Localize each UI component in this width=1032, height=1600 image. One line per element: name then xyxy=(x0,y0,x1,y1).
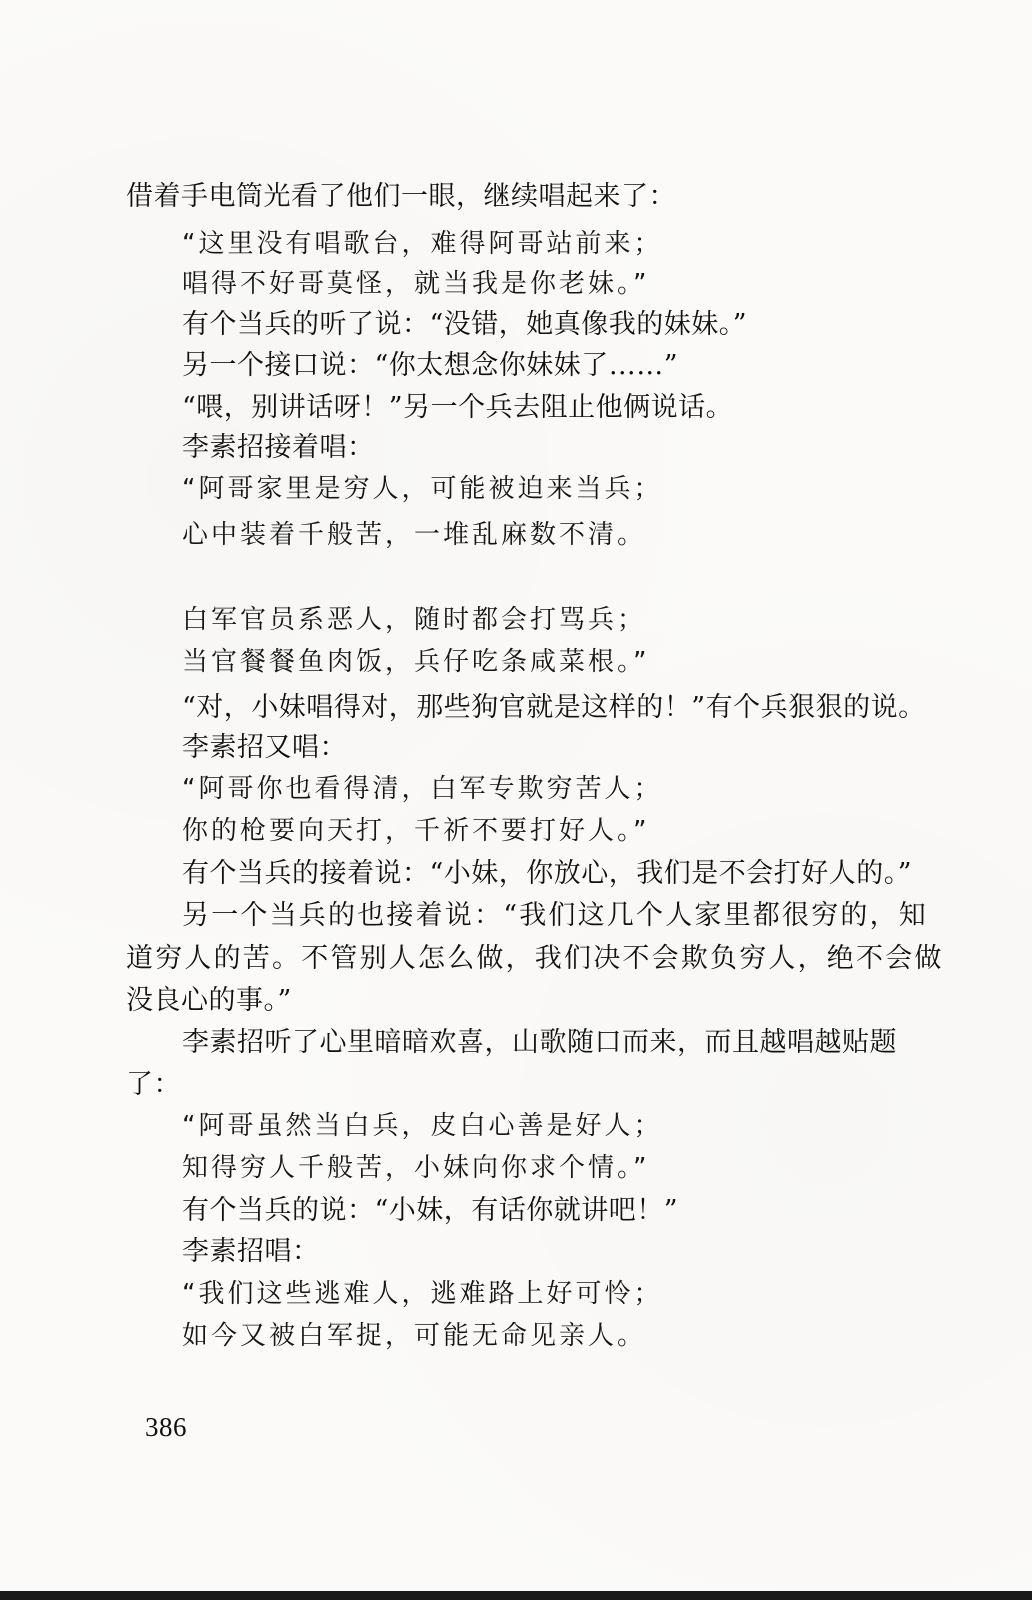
text-line: 有个当兵的听了说：“没错，她真像我的妹妹。” xyxy=(182,309,748,340)
text-line: “喂，别讲话呀！”另一个兵去阻止他俩说话。 xyxy=(182,392,734,423)
song-line: “这里没有唱歌台，难得阿哥站前来； xyxy=(182,229,663,259)
text-line: “对，小妹唱得对，那些狗官就是这样的！”有个兵狠狠的说。 xyxy=(182,692,926,723)
song-line: “阿哥你也看得清，白军专欺穷苦人； xyxy=(182,774,663,804)
song-line: 知得穷人千般苦，小妹向你求个情。” xyxy=(182,1153,650,1183)
song-line: “我们这些逃难人，逃难路上好可怜； xyxy=(182,1279,663,1309)
page-number: 386 xyxy=(145,1412,187,1442)
text-line: 李素招唱： xyxy=(182,1236,320,1267)
text-line: 另一个当兵的也接着说：“我们这几个人家里都很穷的，知 xyxy=(182,900,929,931)
text-line: 了： xyxy=(126,1069,181,1100)
text-line: 另一个接口说：“你太想念你妹妹了……” xyxy=(182,350,679,381)
text-line: 借着手电筒光看了他们一眼，继续唱起来了： xyxy=(126,181,676,212)
song-line: 如今又被白军捉，可能无命见亲人。 xyxy=(182,1321,647,1351)
song-line: “阿哥虽然当白兵，皮白心善是好人； xyxy=(182,1111,663,1141)
song-line: “阿哥家里是穷人，可能被迫来当兵； xyxy=(182,474,663,504)
text-line: 有个当兵的接着说：“小妹，你放心，我们是不会打好人的。” xyxy=(182,858,913,889)
song-line: 当官餐餐鱼肉饭，兵仔吃条咸菜根。” xyxy=(182,647,650,677)
scan-edge-rule xyxy=(0,1591,1032,1600)
text-line: 李素招听了心里暗暗欢喜，山歌随口而来，而且越唱越贴题 xyxy=(182,1027,897,1058)
song-line: 你的枪要向天打，千祈不要打好人。” xyxy=(182,816,650,846)
song-line: 唱得不好哥莫怪，就当我是你老妹。” xyxy=(182,269,650,299)
text-line: 有个当兵的说：“小妹，有话你就讲吧！” xyxy=(182,1195,679,1226)
text-line: 道穷人的苦。不管别人怎么做，我们决不会欺负穷人，绝不会做 xyxy=(126,943,944,974)
song-line: 心中装着千般苦，一堆乱麻数不清。 xyxy=(182,520,647,550)
text-line: 没良心的事。” xyxy=(126,985,292,1016)
text-line: 李素招接着唱： xyxy=(182,432,375,463)
text-line: 李素招又唱： xyxy=(182,732,347,763)
song-line: 白军官员系恶人，随时都会打骂兵； xyxy=(182,605,647,635)
